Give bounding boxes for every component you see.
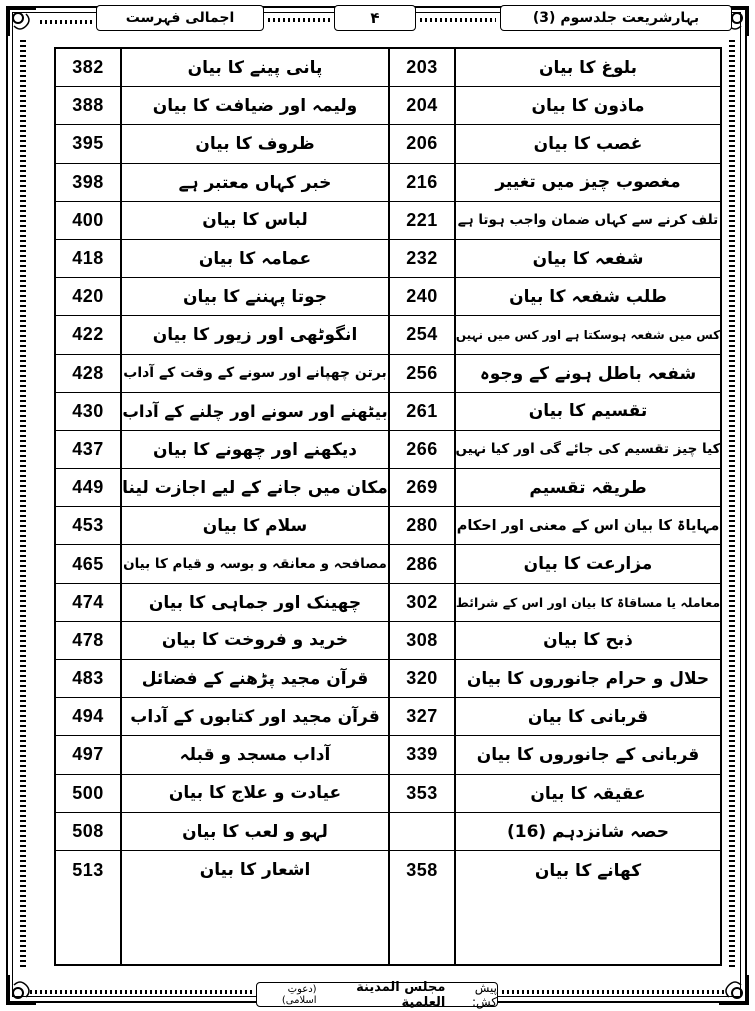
left-entry-title: دیکھنے اور چھونے کا بیان: [122, 431, 388, 469]
border-chain-bottom-left: [30, 990, 252, 994]
left-entry-title: قرآن مجید اور کتابوں کے آداب: [122, 698, 388, 736]
right-page-number: 286: [390, 545, 454, 583]
left-page-number: 398: [56, 164, 120, 202]
left-entry-title: اشعار کا بیان: [199, 860, 311, 881]
header-page-number: [334, 5, 416, 31]
header-book-title-text: بہارشریعت جلدسوم (3): [532, 10, 700, 26]
left-entry-title: چھینک اور جماہی کا بیان: [122, 584, 388, 622]
left-page-number: 453: [56, 507, 120, 545]
right-page-number: 327: [390, 698, 454, 736]
column-left-titles: [122, 49, 390, 964]
right-entry-title: تلف کرنے سے کہاں ضمان واجب ہوتا ہے: [456, 202, 720, 240]
left-entry-title: بیٹھنے اور سونے اور چلنے کے آداب: [122, 393, 388, 431]
left-entry-title: خرید و فروخت کا بیان: [122, 622, 388, 660]
left-page-number: 400: [56, 202, 120, 240]
right-entry-title: حلال و حرام جانوروں کا بیان: [456, 660, 720, 698]
right-page-number: 216: [390, 164, 454, 202]
right-entry-title: مہایاۃ کا بیان اس کے معنی اور احکام: [456, 507, 720, 545]
left-page-number: 437: [56, 431, 120, 469]
left-entry-title: آداب مسجد و قبلہ: [122, 736, 388, 774]
left-entry-title: سلام کا بیان: [122, 507, 388, 545]
left-entry-title: لہو و لعب کا بیان: [122, 813, 388, 851]
column-right-titles: [456, 49, 720, 964]
right-page-number: 266: [390, 431, 454, 469]
left-page-number: 395: [56, 125, 120, 163]
corner-ornament-bottom-right: [717, 973, 751, 1007]
right-entry-title: عقیقہ کا بیان: [456, 775, 720, 813]
border-chain-top-mid-left: [268, 18, 330, 22]
left-page-number: 497: [56, 736, 120, 774]
left-entry-title: ولیمہ اور ضیافت کا بیان: [122, 87, 388, 125]
right-entry-title: طریقہ تقسیم: [456, 469, 720, 507]
right-entry-title: مزارعت کا بیان: [456, 545, 720, 583]
right-entry-title: طلب شفعہ کا بیان: [456, 278, 720, 316]
left-entry-title: برتن چھپانے اور سونے کے وقت کے آداب: [122, 355, 388, 393]
left-page-number: 483: [56, 660, 120, 698]
left-page-number: 422: [56, 316, 120, 354]
right-entry-title: شفعہ باطل ہونے کے وجوہ: [456, 355, 720, 393]
header-section-title: [96, 5, 264, 31]
right-page-number: 269: [390, 469, 454, 507]
right-page-number: 256: [390, 355, 454, 393]
left-entry-title: مکان میں جانے کے لیے اجازت لینا: [122, 469, 388, 507]
right-page-number: 221: [390, 202, 454, 240]
right-page-number: 302: [390, 584, 454, 622]
footer-prefix: پیش کش:: [471, 980, 497, 1009]
left-entry-title: عمامہ کا بیان: [122, 240, 388, 278]
footer-publisher-sub: (دعوتِ اسلامی): [281, 983, 317, 1006]
right-page-number: 240: [390, 278, 454, 316]
left-entry-title: قرآن مجید پڑھنے کے فضائل: [122, 660, 388, 698]
border-chain-left: [20, 40, 26, 970]
border-chain-bottom-right: [502, 990, 724, 994]
left-entry-title: مصافحہ و معانقہ و بوسہ و قیام کا بیان: [122, 545, 388, 583]
right-entry-title: معاملہ یا مساقاۃ کا بیان اور اس کے شرائط: [456, 584, 720, 622]
right-page-number: 206: [390, 125, 454, 163]
right-entry-title: ماذون کا بیان: [456, 87, 720, 125]
left-page-number: 388: [56, 87, 120, 125]
left-entry-title: انگوٹھی اور زیور کا بیان: [122, 316, 388, 354]
right-page-number: 308: [390, 622, 454, 660]
right-page-number: 320: [390, 660, 454, 698]
border-chain-top-mid-right: [420, 18, 496, 22]
right-entry-title: تقسیم کا بیان: [456, 393, 720, 431]
left-page-number: 418: [56, 240, 120, 278]
right-page-number: 204: [390, 87, 454, 125]
left-entry-title: پانی پینے کا بیان: [122, 49, 388, 87]
left-page-number: 382: [56, 49, 120, 87]
left-entry-title: ظروف کا بیان: [122, 125, 388, 163]
right-page-number: 203: [390, 49, 454, 87]
right-page-number: 353: [390, 775, 454, 813]
right-page-number: 358: [406, 859, 438, 880]
right-page-number: [390, 813, 454, 851]
page-number-text: ۴: [370, 9, 380, 27]
header-book-title: [500, 5, 732, 31]
right-entry-title: شفعہ کا بیان: [456, 240, 720, 278]
corner-ornament-top-left: [4, 4, 38, 38]
left-page-number: 500: [56, 775, 120, 813]
border-chain-right: [729, 40, 735, 970]
left-page-number: 513: [72, 859, 104, 880]
right-entry-title: کھانے کا بیان: [534, 860, 642, 881]
column-right-page-numbers: [390, 49, 456, 964]
left-page-number: 430: [56, 393, 120, 431]
right-entry-title: غصب کا بیان: [456, 125, 720, 163]
footer-publisher-name: مجلس المدینة العلمیة: [356, 979, 446, 1010]
border-chain-top-left: [40, 20, 94, 24]
right-entry-title: ذبح کا بیان: [456, 622, 720, 660]
corner-ornament-bottom-left: [4, 973, 38, 1007]
left-entry-title: جوتا پہننے کا بیان: [122, 278, 388, 316]
table-of-contents: [54, 47, 722, 966]
left-page-number: 478: [56, 622, 120, 660]
left-page-number: 449: [56, 469, 120, 507]
right-entry-title: بلوغ کا بیان: [456, 49, 720, 87]
right-entry-title: مغصوب چیز میں تغییر: [456, 164, 720, 202]
right-page-number: 280: [390, 507, 454, 545]
right-entry-title: حصہ شانزدہم (16): [456, 813, 720, 851]
left-page-number: 428: [56, 355, 120, 393]
left-entry-title: عیادت و علاج کا بیان: [122, 775, 388, 813]
left-entry-title: لباس کا بیان: [122, 202, 388, 240]
header-section-title-text: اجمالی فہرست: [125, 10, 235, 26]
left-page-number: 508: [56, 813, 120, 851]
right-entry-title: کس میں شفعہ ہوسکتا ہے اور کس میں نہیں: [456, 316, 720, 354]
left-page-number: 465: [56, 545, 120, 583]
left-page-number: 474: [56, 584, 120, 622]
left-entry-title: خبر کہاں معتبر ہے: [122, 164, 388, 202]
left-page-number: 494: [56, 698, 120, 736]
right-entry-title: قربانی کا بیان: [456, 698, 720, 736]
right-entry-title: قربانی کے جانوروں کا بیان: [456, 736, 720, 774]
footer-publisher: [256, 979, 498, 1010]
right-page-number: 261: [390, 393, 454, 431]
left-page-number: 420: [56, 278, 120, 316]
column-left-page-numbers: [56, 49, 122, 964]
right-page-number: 339: [390, 736, 454, 774]
right-page-number: 254: [390, 316, 454, 354]
right-page-number: 232: [390, 240, 454, 278]
right-entry-title: کیا چیز تقسیم کی جائے گی اور کیا نہیں: [456, 431, 720, 469]
